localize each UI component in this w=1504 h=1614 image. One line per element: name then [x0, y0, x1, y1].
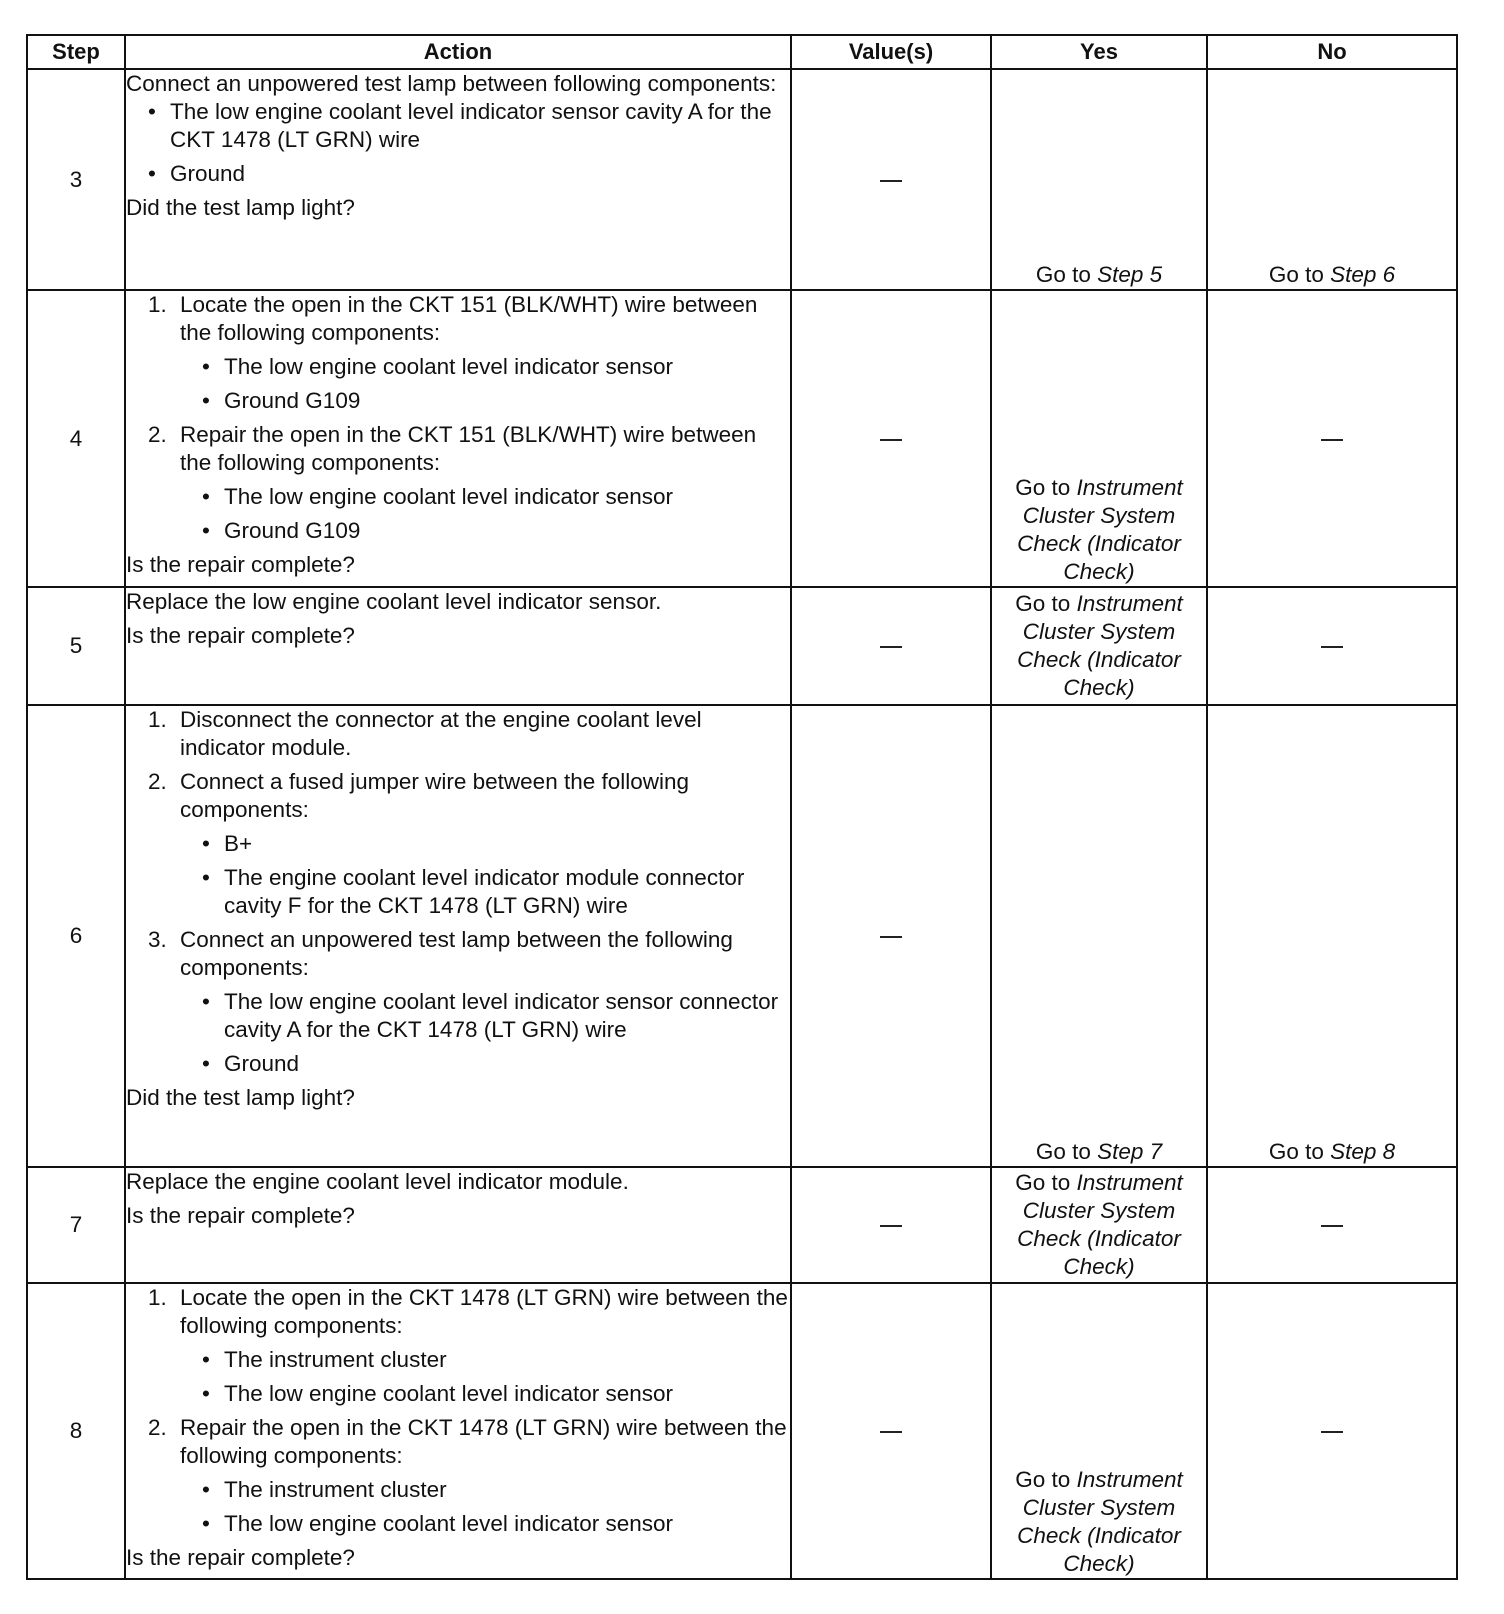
- action-question: Is the repair complete?: [126, 1203, 355, 1228]
- dash-mark: [1321, 1431, 1343, 1433]
- dash-mark: [1321, 439, 1343, 441]
- list-item: • The low engine coolant level indicator sensor: [202, 353, 790, 381]
- action-cell: [125, 69, 791, 290]
- no-cell: [1207, 1167, 1457, 1283]
- action-cell: [125, 1283, 791, 1579]
- list-item: • Ground G109: [202, 517, 790, 545]
- action-intro: Connect an unpowered test lamp between following components:: [126, 71, 777, 96]
- item-text: Connect an unpowered test lamp between the following components:: [180, 927, 733, 980]
- numbered-list: [126, 291, 790, 545]
- action-question: Is the repair complete?: [126, 623, 355, 648]
- item-number: 2.: [148, 769, 167, 794]
- table-row: [27, 587, 1457, 705]
- item-text: Disconnect the connector at the engine coolant level indicator module.: [180, 707, 702, 760]
- yes-cell: [991, 705, 1207, 1167]
- header-row: [27, 35, 1457, 69]
- item-number: 1.: [148, 1285, 167, 1310]
- bullet-list: [180, 483, 790, 545]
- item-number: 1.: [148, 707, 167, 732]
- yes-prefix: Go to: [1035, 262, 1098, 287]
- bullet-list: [180, 1346, 790, 1408]
- table-row: [27, 1283, 1457, 1579]
- no-cell: [1207, 69, 1457, 290]
- bullet-list: [180, 830, 790, 920]
- dash-mark: [1321, 646, 1343, 648]
- list-item: • Ground: [148, 160, 790, 188]
- list-item: • B+: [202, 830, 790, 858]
- item-text: Repair the open in the CKT 151 (BLK/WHT) wire between the following components:: [180, 422, 757, 475]
- list-item: • The low engine coolant level indicator sensor cavity A for the CKT 1478 (LT GRN) wire: [148, 98, 790, 154]
- no-prefix: Go to: [1268, 262, 1331, 287]
- yes-cell: [991, 69, 1207, 290]
- table-row: [27, 1167, 1457, 1283]
- list-item: [148, 926, 790, 1078]
- yes-link[interactable]: Instrument Cluster System Check (Indicator Check): [1017, 1170, 1183, 1279]
- item-text: Connect a fused jumper wire between the following components:: [180, 769, 690, 822]
- list-item: [148, 706, 790, 762]
- list-item: • The low engine coolant level indicator sensor connector cavity A for the CKT 1478 (LT GRN) wire: [202, 988, 790, 1044]
- yes-link[interactable]: Instrument Cluster System Check (Indicator Check): [1017, 1467, 1183, 1576]
- step-number: 5: [27, 587, 125, 705]
- yes-link[interactable]: Instrument Cluster System Check (Indicator Check): [1017, 591, 1183, 700]
- list-item: • The instrument cluster: [202, 1346, 790, 1374]
- no-cell: [1207, 290, 1457, 587]
- yes-cell: [991, 1283, 1207, 1579]
- item-number: 2.: [148, 1415, 167, 1440]
- yes-cell: [991, 587, 1207, 705]
- action-question: Did the test lamp light?: [126, 1085, 355, 1110]
- dash-mark: [1321, 1225, 1343, 1227]
- item-number: 1.: [148, 292, 167, 317]
- value-cell: [791, 1167, 991, 1283]
- header-action: Action: [125, 35, 791, 69]
- item-text: Repair the open in the CKT 1478 (LT GRN) wire between the following components:: [180, 1415, 787, 1468]
- list-item: [148, 1414, 790, 1538]
- no-cell: [1207, 587, 1457, 705]
- yes-prefix: Go to: [1015, 591, 1077, 616]
- dash-mark: [880, 439, 902, 441]
- value-cell: [791, 587, 991, 705]
- list-item: [148, 421, 790, 545]
- step-number: 4: [27, 290, 125, 587]
- no-link[interactable]: Step 8: [1330, 1139, 1396, 1164]
- list-item: • The instrument cluster: [202, 1476, 790, 1504]
- value-cell: [791, 69, 991, 290]
- action-cell: [125, 587, 791, 705]
- value-cell: [791, 290, 991, 587]
- action-line: Replace the engine coolant level indicator module.: [126, 1169, 629, 1194]
- action-question: Is the repair complete?: [126, 1545, 355, 1570]
- header-no: No: [1207, 35, 1457, 69]
- value-cell: [791, 1283, 991, 1579]
- dash-mark: [880, 1225, 902, 1227]
- yes-link[interactable]: Step 5: [1097, 262, 1163, 287]
- no-cell: [1207, 1283, 1457, 1579]
- header-values: Value(s): [791, 35, 991, 69]
- yes-prefix: Go to: [1015, 1170, 1077, 1195]
- step-number: 8: [27, 1283, 125, 1579]
- table-row: [27, 705, 1457, 1167]
- list-item: [148, 291, 790, 415]
- action-cell: [125, 705, 791, 1167]
- action-question: Is the repair complete?: [126, 552, 355, 577]
- value-cell: [791, 705, 991, 1167]
- dash-mark: [880, 646, 902, 648]
- bullet-list: [180, 1476, 790, 1538]
- header-step: Step: [27, 35, 125, 69]
- list-item: • The low engine coolant level indicator sensor: [202, 483, 790, 511]
- yes-link[interactable]: Step 7: [1097, 1139, 1163, 1164]
- item-number: 3.: [148, 927, 167, 952]
- header-yes: Yes: [991, 35, 1207, 69]
- numbered-list: [126, 1284, 790, 1538]
- action-cell: [125, 290, 791, 587]
- no-cell: [1207, 705, 1457, 1167]
- list-item: [148, 768, 790, 920]
- step-number: 3: [27, 69, 125, 290]
- item-number: 2.: [148, 422, 167, 447]
- yes-cell: [991, 290, 1207, 587]
- dash-mark: [880, 180, 902, 182]
- table-row: [27, 69, 1457, 290]
- bullet-list: [180, 353, 790, 415]
- list-item: • Ground G109: [202, 387, 790, 415]
- table-row: [27, 290, 1457, 587]
- yes-link[interactable]: Instrument Cluster System Check (Indicator Check): [1017, 475, 1183, 584]
- action-line: Replace the low engine coolant level indicator sensor.: [126, 589, 662, 614]
- diagnostic-table: [26, 34, 1458, 1580]
- dash-mark: [880, 936, 902, 938]
- list-item: • Ground: [202, 1050, 790, 1078]
- list-item: • The low engine coolant level indicator sensor: [202, 1510, 790, 1538]
- bullet-list: [126, 98, 790, 188]
- bullet-list: [180, 988, 790, 1078]
- list-item: • The low engine coolant level indicator sensor: [202, 1380, 790, 1408]
- item-text: Locate the open in the CKT 151 (BLK/WHT) wire between the following components:: [180, 292, 758, 345]
- step-number: 7: [27, 1167, 125, 1283]
- dash-mark: [880, 1431, 902, 1433]
- yes-cell: [991, 1167, 1207, 1283]
- action-question: Did the test lamp light?: [126, 195, 355, 220]
- no-link[interactable]: Step 6: [1330, 262, 1396, 287]
- no-prefix: Go to: [1268, 1139, 1331, 1164]
- yes-prefix: Go to: [1015, 1467, 1077, 1492]
- item-text: Locate the open in the CKT 1478 (LT GRN) wire between the following components:: [180, 1285, 788, 1338]
- yes-prefix: Go to: [1035, 1139, 1098, 1164]
- list-item: [148, 1284, 790, 1408]
- list-item: • The engine coolant level indicator module connector cavity F for the CKT 1478 (LT GRN) wire: [202, 864, 790, 920]
- action-cell: [125, 1167, 791, 1283]
- numbered-list: [126, 706, 790, 1078]
- step-number: 6: [27, 705, 125, 1167]
- yes-prefix: Go to: [1015, 475, 1077, 500]
